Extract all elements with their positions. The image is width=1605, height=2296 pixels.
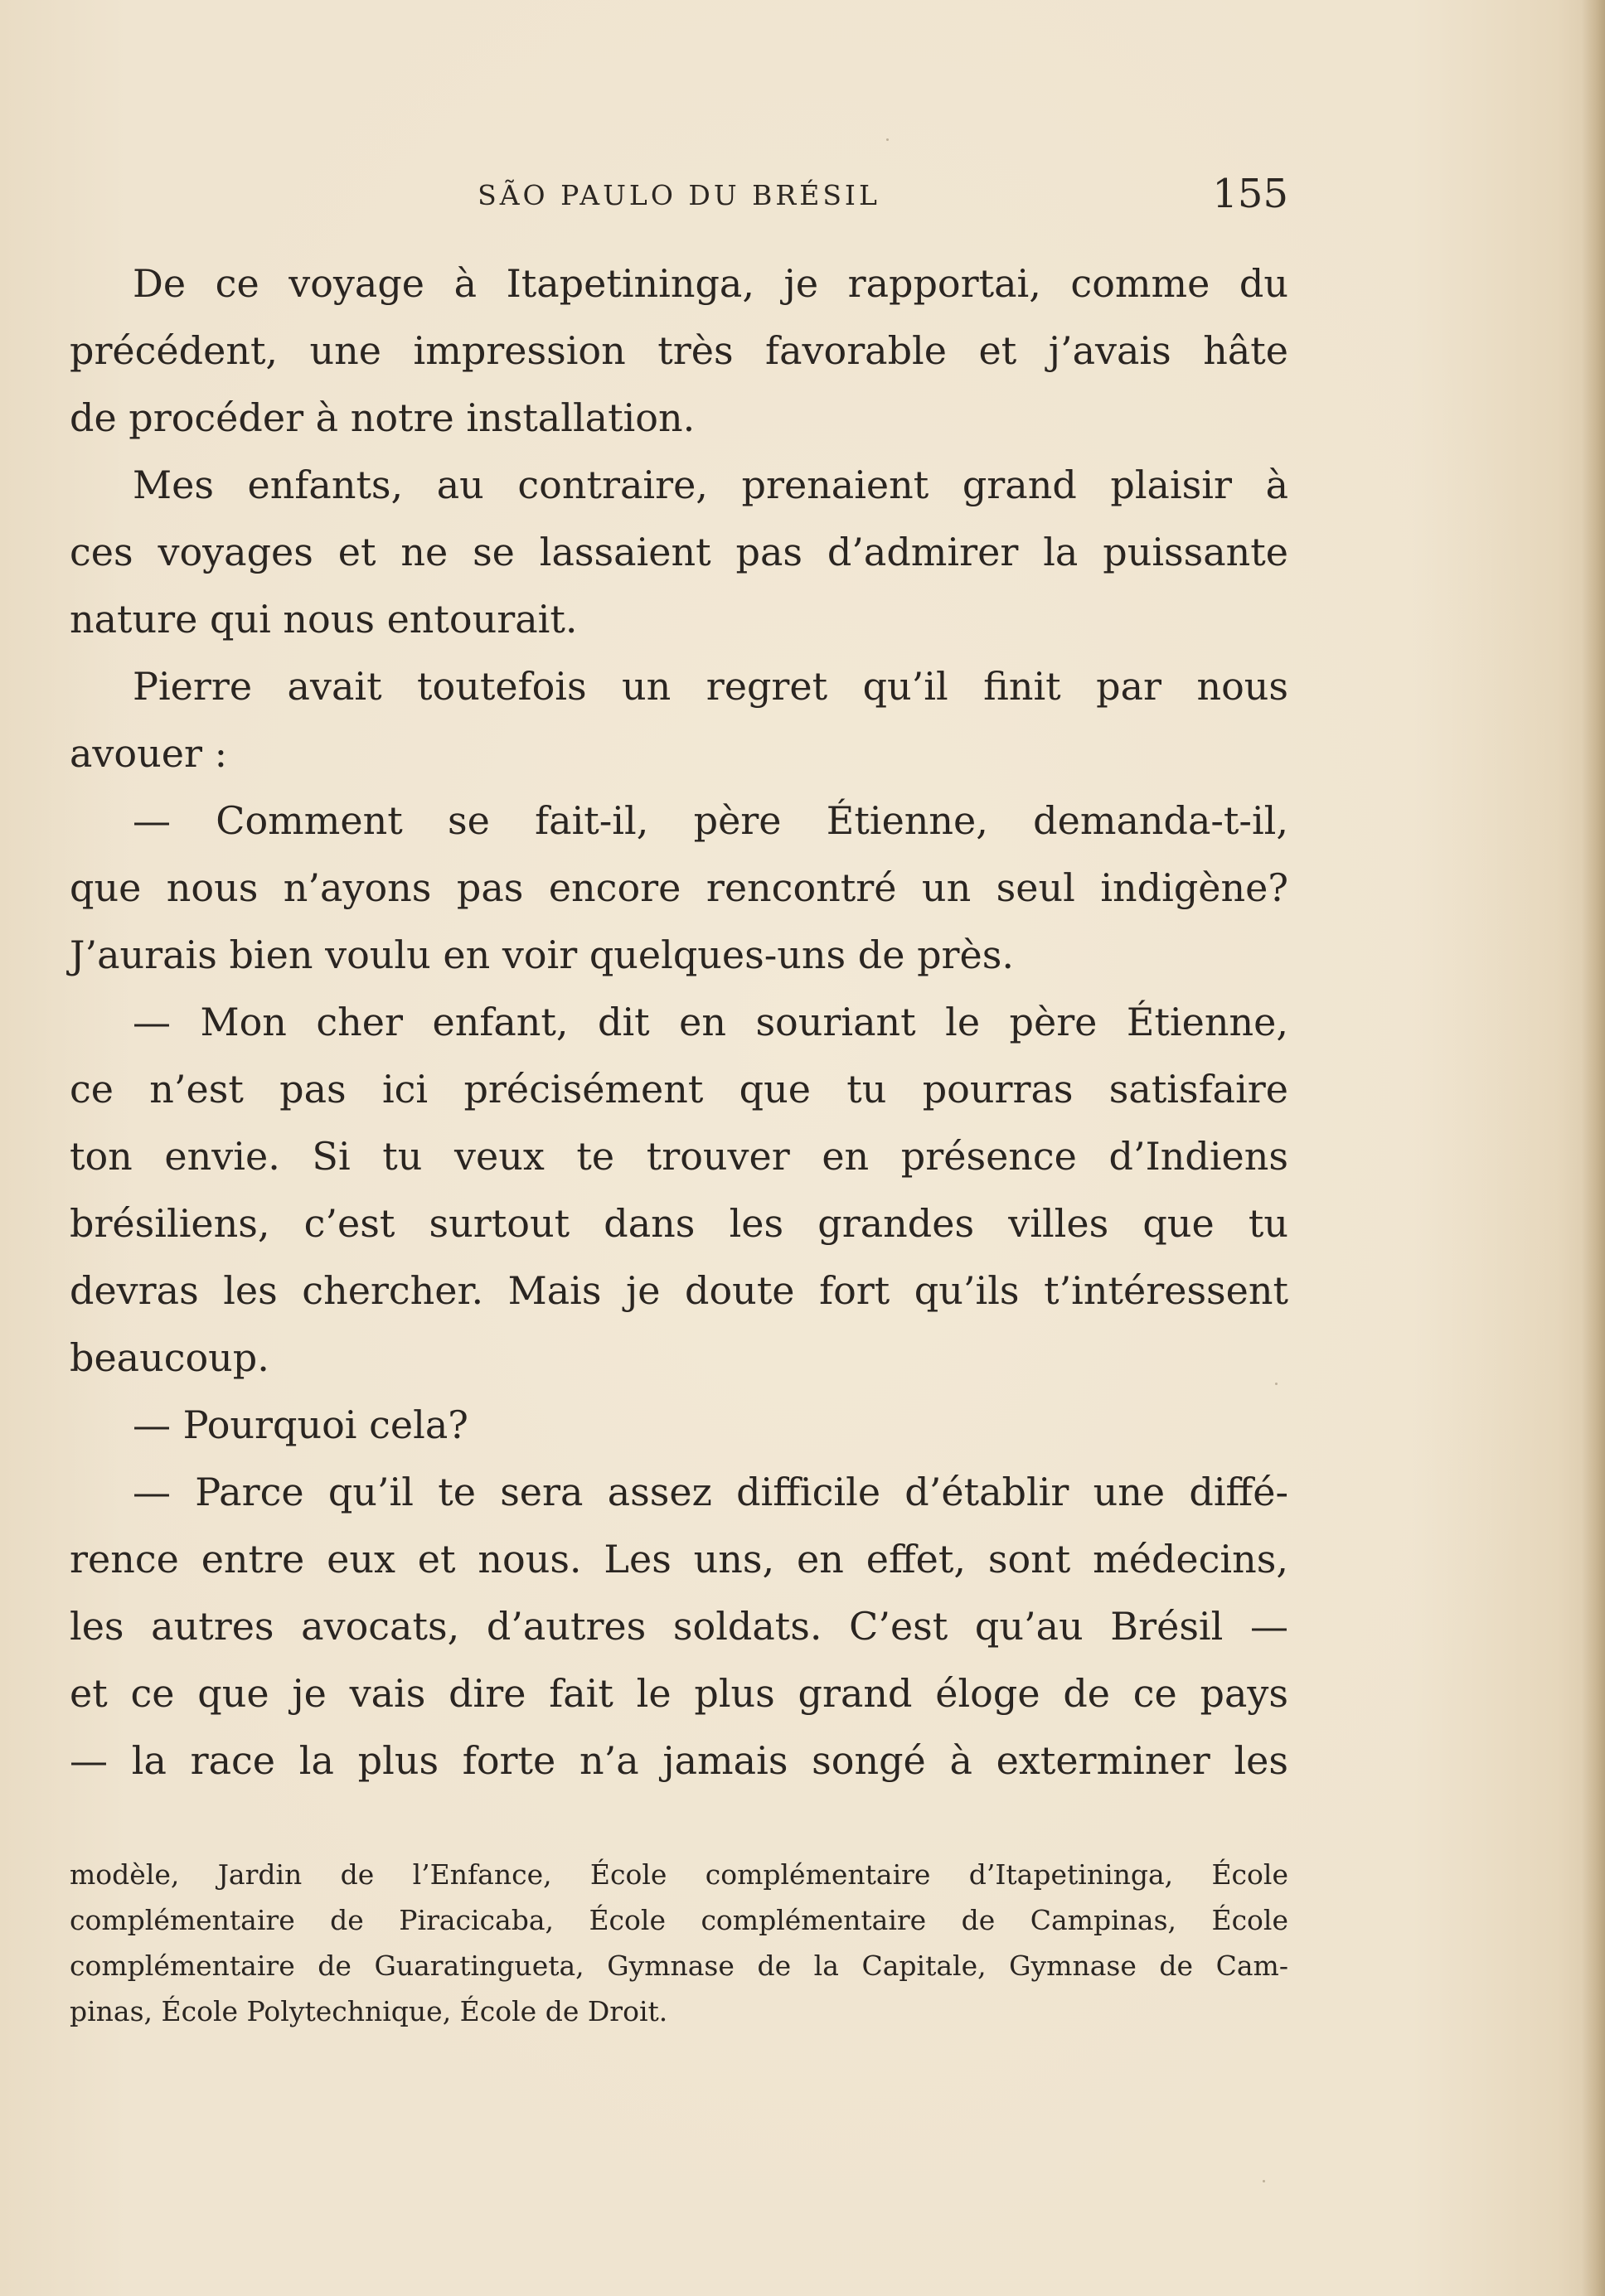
page-number: 155 — [1212, 171, 1288, 217]
text-line: — Mon cher enfant, dit en souriant le père Étienne, — [133, 1000, 1288, 1044]
text-line: précédent, une impression très favorable et j’avais hâte — [70, 328, 1288, 373]
text-line: les autres avocats, d’autres soldats. C’est qu’au Brésil — — [70, 1604, 1288, 1649]
footnote-line: pinas, École Polytechnique, École de Droit. — [70, 1995, 668, 2027]
text-line: J’aurais bien voulu en voir quelques-uns de près. — [70, 932, 1014, 977]
text-line: ce n’est pas ici précisément que tu pourras satisfaire — [70, 1067, 1288, 1112]
text-line: nature qui nous entourait. — [70, 597, 578, 642]
page-header — [70, 171, 1288, 220]
footnote-line: complémentaire de Piracicaba, École complémentaire de Campinas, École — [70, 1904, 1288, 1936]
text-line: De ce voyage à Itapetininga, je rapportai, comme du — [133, 261, 1288, 306]
footnote-line: modèle, Jardin de l’Enfance, École complémentaire d’Itapetininga, École — [70, 1858, 1288, 1891]
text-line: — Parce qu’il te sera assez difficile d’établir une diffé- — [133, 1470, 1288, 1514]
text-line: que nous n’ayons pas encore rencontré un seul indigène? — [70, 865, 1288, 910]
text-line: — Pourquoi cela? — [133, 1402, 468, 1447]
text-line: ces voyages et ne se lassaient pas d’admirer la puissante — [70, 530, 1288, 574]
text-line: et ce que je vais dire fait le plus grand éloge de ce pays — [70, 1671, 1288, 1716]
running-title: SÃO PAULO DU BRÉSIL — [478, 179, 880, 211]
text-line: rence entre eux et nous. Les uns, en effet, sont médecins, — [70, 1537, 1288, 1582]
text-line: — la race la plus forte n’a jamais songé à exterminer les — [70, 1738, 1288, 1783]
footnote — [70, 1852, 1288, 2034]
paper-speck — [1275, 1383, 1278, 1385]
text-line: devras les chercher. Mais je doute fort qu’ils t’intéressent — [70, 1268, 1288, 1313]
paper-speck — [1263, 2180, 1265, 2182]
text-line: brésiliens, c’est surtout dans les grandes villes que tu — [70, 1201, 1288, 1246]
footnote-line: complémentaire de Guaratingueta, Gymnase de la Capitale, Gymnase de Cam- — [70, 1950, 1288, 1982]
page-edge-shadow — [1582, 0, 1605, 2296]
body-text — [70, 250, 1288, 1795]
text-line: Pierre avait toutefois un regret qu’il finit par nous — [133, 664, 1288, 709]
text-line: avouer : — [70, 731, 228, 776]
paper-speck — [886, 138, 889, 141]
text-line: Mes enfants, au contraire, prenaient grand plaisir à — [133, 463, 1288, 507]
text-line: ton envie. Si tu veux te trouver en présence d’Indiens — [70, 1134, 1288, 1179]
text-line: — Comment se fait-il, père Étienne, demanda-t-il, — [133, 798, 1288, 843]
text-line: de procéder à notre installation. — [70, 395, 696, 440]
text-line: beaucoup. — [70, 1335, 269, 1380]
